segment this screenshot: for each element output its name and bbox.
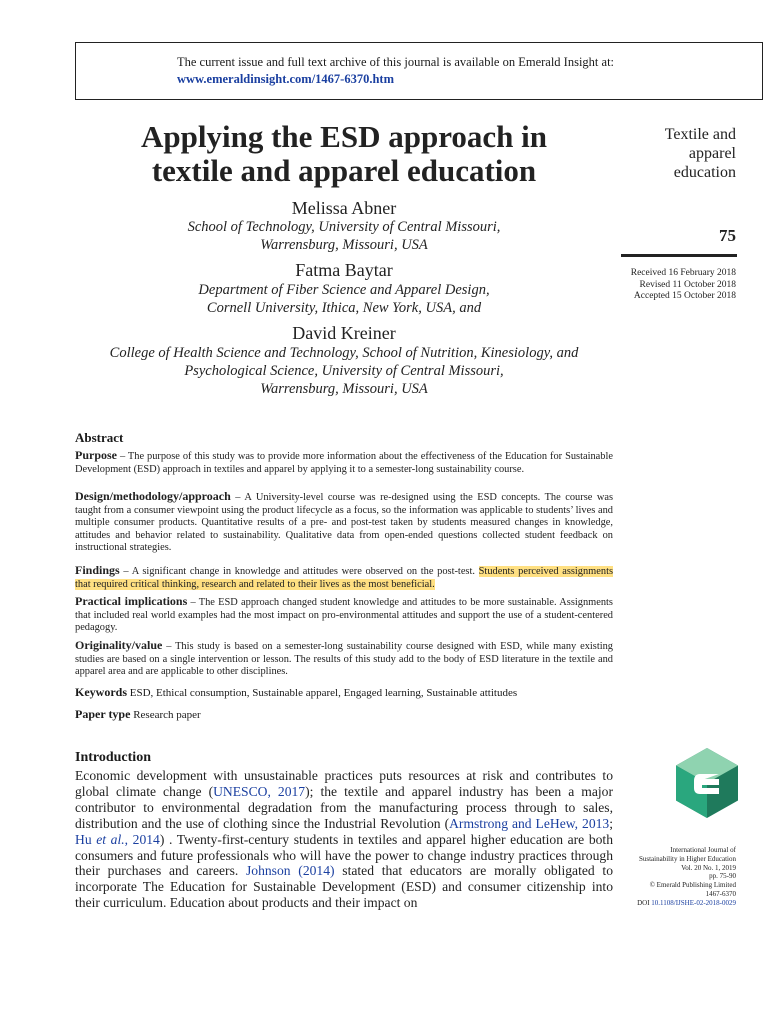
journal-publisher: © Emerald Publishing Limited — [649, 881, 736, 890]
author-affiliation — [75, 218, 613, 254]
article-dates — [576, 268, 736, 303]
journal-pages: pp. 75-90 — [709, 872, 736, 881]
purpose-text: – The purpose of this study was to provide more information about the effectiveness of the Education for Sustainable Development (ESD) approach in textiles and apparel by applying it to a semester-long sustainability course. — [75, 451, 613, 475]
author-affiliation — [75, 281, 613, 317]
originality-text: – This study is based on a semester-long sustainability course designed with ESD, while many existing studies are based on a single intervention or lesson. The results of this study add to the body of ESD literature in the textile and apparel area and are applicable to other disciplines. — [75, 641, 613, 678]
affiliation-line: Department of Fiber Science and Apparel Design, — [198, 282, 490, 298]
affiliation-line: Warrensburg, Missouri, USA — [260, 381, 428, 397]
intro-text-segment: ; — [609, 815, 613, 831]
doi-label: DOI — [637, 898, 652, 907]
journal-name-cont: Sustainability in Higher Education — [638, 854, 736, 863]
author-name: Fatma Baytar — [295, 260, 393, 280]
citation-link[interactable] — [75, 832, 160, 847]
citation-link[interactable]: Armstrong and LeHew, 2013 — [449, 815, 610, 831]
abstract-findings — [75, 564, 613, 591]
intro-text-segment: stated that educators are morally obligated to incorporate The Education for Sustainable Development (ESD) and consumer citizenship into their curriculum. Education about products and their impact on — [75, 863, 613, 911]
running-title — [596, 125, 736, 182]
introduction-text — [75, 768, 613, 911]
date-accepted: Accepted 15 October 2018 — [633, 291, 736, 301]
author-affiliation — [75, 344, 613, 398]
purpose-label: Purpose — [75, 448, 117, 462]
practical-label: Practical implications — [75, 594, 188, 608]
keywords-text: ESD, Ethical consumption, Sustainable apparel, Engaged learning, Sustainable attitudes — [127, 687, 518, 699]
author-name: David Kreiner — [292, 323, 396, 343]
author-name: Melissa Abner — [291, 198, 397, 218]
journal-volume: Vol. 20 No. 1, 2019 — [681, 863, 736, 872]
citation-link[interactable]: UNESCO, 2017 — [213, 783, 306, 799]
design-text: – A University-level course was re-designed using the ESD concepts. The course was taught from a consumer viewpoint using the product lifecycle as a focus, so the information was applicable to students’ lives and multiple consumer products. Quantitative results of a pre- and post-test taken by students measured changes in knowledge, attitudes and behavior related to sustainability. Qualitative data from open-ended questions collected student feedback on instructional strategies. — [75, 492, 613, 554]
abstract-originality — [75, 639, 613, 679]
design-label: Design/methodology/approach — [75, 489, 231, 503]
title-line-2: textile and apparel education — [151, 153, 537, 188]
abstract-purpose — [75, 449, 613, 476]
affiliation-line: School of Technology, University of Central Missouri, — [187, 219, 501, 235]
journal-doi — [586, 899, 736, 908]
paper-type — [75, 707, 613, 722]
access-notice-text: The current issue and full text archive of this journal is available on Emerald Insight at: — [177, 55, 615, 69]
intro-text-segment: ) . Twenty-first-century students in textiles and apparel higher education are both consumers and future professionals who will have the power to change industry practices through their purchases and careers. — [75, 831, 614, 879]
intro-text-segment: ); the textile and apparel industry has been a major contributor to environmental degradation from the manufacturing process through to sales, distribution and the use of clothing since the Industrial Revolution ( — [75, 783, 613, 831]
keywords-label: Keywords — [75, 685, 127, 699]
date-revised: Revised 11 October 2018 — [639, 279, 736, 290]
abstract-practical — [75, 595, 613, 635]
page-number: 75 — [719, 226, 736, 245]
journal-name: International Journal of — [670, 846, 736, 854]
abstract-design — [75, 490, 613, 555]
doi-link[interactable]: 10.1108/IJSHE-02-2018-0029 — [651, 898, 736, 907]
paper-type-label: Paper type — [75, 707, 131, 721]
citation-etal: et al. — [96, 831, 125, 847]
affiliation-line: College of Health Science and Technology, School of Nutrition, Kinesiology, and — [109, 345, 579, 361]
title-line-1: Applying the ESD approach in — [141, 119, 547, 154]
date-received: Received 16 February 2018 — [630, 268, 736, 278]
intro-text-segment: Economic development with unsustainable practices puts resources at risk and contributes to global climate change ( — [75, 768, 613, 799]
affiliation-line: Psychological Science, University of Central Missouri, — [184, 363, 504, 379]
findings-highlight: Students perceived assignments that required critical thinking, research and related to their lives as the most beneficial. — [75, 566, 614, 590]
article-title — [75, 120, 613, 188]
practical-text: – The ESD approach changed student knowledge and attitudes to be more sustainable. Assignments that included real world examples had the most impact on pro-environmental attitudes and support the use of a student-centered pedagogy. — [75, 597, 613, 634]
emerald-logo-icon — [676, 748, 738, 818]
citation-author: Hu — [75, 831, 97, 847]
running-title-line: education — [673, 164, 736, 181]
paper-type-text: Research paper — [130, 709, 201, 721]
findings-label: Findings — [75, 563, 120, 577]
originality-label: Originality/value — [75, 638, 163, 652]
journal-archive-link[interactable]: www.emeraldinsight.com/1467-6370.htm — [177, 72, 394, 86]
introduction-heading: Introduction — [75, 750, 151, 765]
citation-year: , 2014 — [124, 831, 160, 847]
citation-link[interactable]: Johnson (2014) — [246, 863, 335, 879]
affiliation-line: Cornell University, Ithica, New York, USA, and — [206, 300, 482, 316]
abstract-heading: Abstract — [75, 430, 124, 445]
running-title-line: Textile and — [664, 126, 736, 143]
affiliation-line: Warrensburg, Missouri, USA — [260, 237, 428, 253]
journal-info — [586, 846, 736, 908]
access-notice — [177, 54, 614, 88]
running-title-line: apparel — [688, 145, 736, 162]
keywords — [75, 685, 613, 700]
journal-issn: 1467-6370 — [705, 889, 736, 898]
sidebar-rule — [621, 254, 737, 257]
findings-text: – A significant change in knowledge and attitudes were observed on the post-test. — [119, 566, 479, 577]
